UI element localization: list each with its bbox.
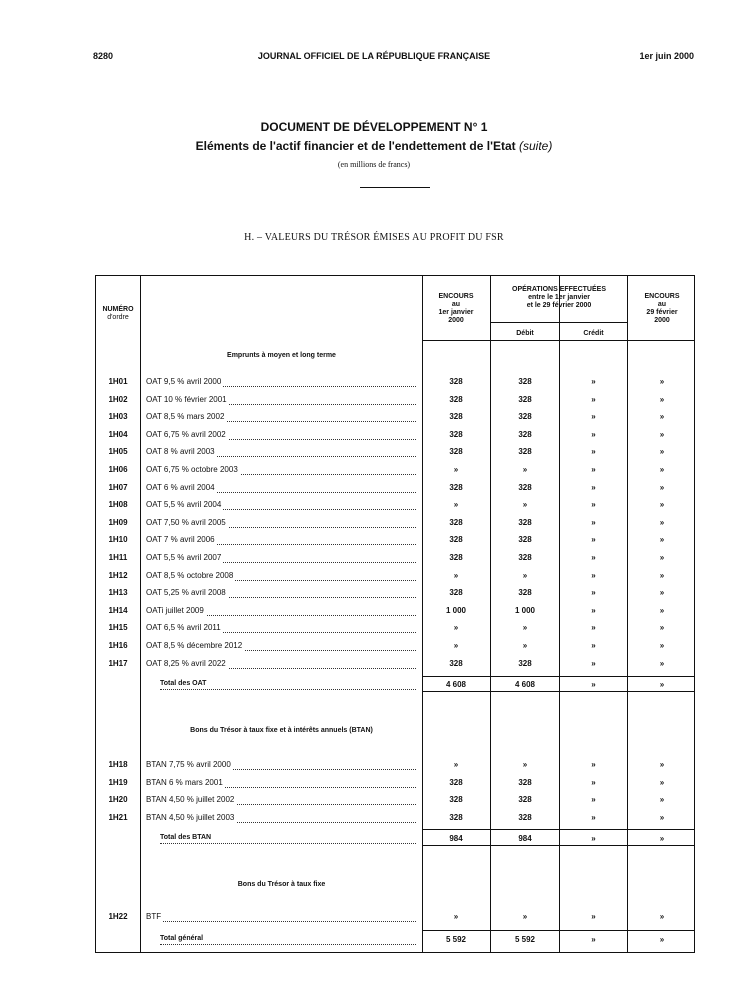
dot-leader (146, 518, 416, 528)
dot-leader (146, 641, 416, 651)
row-label (146, 430, 416, 440)
dot-leader (146, 571, 416, 581)
row-credit: » (591, 535, 596, 544)
row-encours-end: » (659, 588, 665, 597)
row-encours-start: 328 (449, 483, 463, 492)
row-debit: 328 (518, 659, 532, 668)
row-debit: 328 (518, 377, 532, 386)
row-label-text: OAT 8,5 % mars 2002 (146, 412, 225, 421)
section-heading: H. – VALEURS DU TRÉSOR ÉMISES AU PROFIT DU FSR (244, 232, 504, 243)
row-encours-end: » (659, 430, 665, 439)
row-debit: » (522, 912, 528, 921)
row-code: 1H15 (108, 623, 128, 632)
total-encours-start: 4 608 (445, 680, 467, 689)
row-encours-start: 1 000 (445, 606, 467, 615)
dot-leader (146, 377, 416, 387)
row-encours-end: » (659, 447, 665, 456)
dot-leader (146, 795, 416, 805)
row-credit: » (591, 795, 596, 804)
row-debit: 328 (518, 813, 532, 822)
dot-leader (146, 760, 416, 770)
header-line: 2000 (448, 317, 464, 324)
total-rule (422, 829, 695, 830)
row-label-text: BTAN 6 % mars 2001 (146, 778, 223, 787)
row-encours-end: » (659, 395, 665, 404)
header-credit: Crédit (583, 330, 604, 337)
total-debit: 984 (518, 834, 532, 843)
row-encours-end: » (659, 606, 665, 615)
row-label (146, 500, 416, 510)
row-encours-end: » (659, 412, 665, 421)
row-code: 1H09 (108, 518, 128, 527)
row-code: 1H05 (108, 447, 128, 456)
row-label (146, 447, 416, 457)
header-line: OPÉRATIONS EFFECTUÉES (512, 286, 606, 293)
publication-date: 1er juin 2000 (639, 51, 694, 61)
header-numero-line: d'ordre (107, 314, 129, 321)
row-debit: » (522, 500, 528, 509)
row-label (146, 465, 416, 475)
row-label-text: BTF (146, 912, 162, 921)
row-code: 1H19 (108, 778, 128, 787)
row-encours-start: 328 (449, 813, 463, 822)
row-label-text: OAT 9,5 % avril 2000 (146, 377, 222, 386)
row-label-text: OAT 10 % février 2001 (146, 395, 227, 404)
row-label-text: OAT 7 % avril 2006 (146, 535, 215, 544)
row-label-text: BTAN 7,75 % avril 2000 (146, 760, 231, 769)
row-debit: 328 (518, 588, 532, 597)
section-title: Bons du Trésor à taux fixe (237, 881, 326, 888)
row-label-text: OAT 6 % avril 2004 (146, 483, 215, 492)
row-debit: 328 (518, 795, 532, 804)
row-encours-start: 328 (449, 412, 463, 421)
total-label (160, 935, 416, 945)
row-encours-end: » (659, 813, 665, 822)
row-credit: » (591, 641, 596, 650)
row-code: 1H13 (108, 588, 128, 597)
subtitle-suffix: (suite) (518, 139, 553, 153)
row-encours-end: » (659, 659, 665, 668)
row-label (146, 778, 416, 788)
header-encours-end (629, 293, 695, 325)
row-label (146, 518, 416, 528)
row-encours-end: » (659, 377, 665, 386)
row-encours-end: » (659, 535, 665, 544)
row-encours-start: 328 (449, 430, 463, 439)
total-encours-end: » (659, 680, 665, 689)
total-credit: » (591, 834, 596, 843)
dot-leader (146, 588, 416, 598)
row-label (146, 412, 416, 422)
row-label (146, 395, 416, 405)
dot-leader (160, 834, 416, 844)
dot-leader (146, 483, 416, 493)
total-debit: 5 592 (514, 935, 536, 944)
total-rule (422, 845, 695, 846)
total-label (160, 680, 416, 690)
dot-leader (146, 395, 416, 405)
row-label-text: Total général (160, 935, 204, 942)
row-label-text: BTAN 4,50 % juillet 2003 (146, 813, 235, 822)
row-code: 1H07 (108, 483, 128, 492)
row-encours-start: 328 (449, 395, 463, 404)
row-encours-start: 328 (449, 447, 463, 456)
col-divider (140, 275, 141, 953)
row-encours-start: » (453, 571, 459, 580)
total-debit: 4 608 (514, 680, 536, 689)
row-label (146, 641, 416, 651)
row-encours-start: 328 (449, 795, 463, 804)
row-code: 1H14 (108, 606, 128, 615)
row-encours-start: 328 (449, 535, 463, 544)
row-label-text: OAT 8,25 % avril 2022 (146, 659, 226, 668)
dot-leader (146, 412, 416, 422)
row-code: 1H21 (108, 813, 128, 822)
row-credit: » (591, 412, 596, 421)
row-label-text: OAT 8,5 % octobre 2008 (146, 571, 234, 580)
row-code: 1H08 (108, 500, 128, 509)
row-encours-start: 328 (449, 518, 463, 527)
row-code: 1H16 (108, 641, 128, 650)
row-debit: 328 (518, 483, 532, 492)
row-label (146, 571, 416, 581)
header-bottom-rule (422, 340, 695, 341)
dot-leader (146, 623, 416, 633)
header-line: et le 29 février 2000 (526, 302, 592, 309)
row-label-text: OAT 8 % avril 2003 (146, 447, 215, 456)
row-encours-end: » (659, 500, 665, 509)
row-code: 1H02 (108, 395, 128, 404)
row-encours-start: 328 (449, 377, 463, 386)
total-credit: » (591, 680, 596, 689)
row-label (146, 483, 416, 493)
header-line: au (451, 301, 461, 308)
dot-leader (160, 935, 416, 945)
total-label (160, 834, 416, 844)
unit-note: (en millions de francs) (337, 160, 411, 169)
row-code: 1H01 (108, 377, 128, 386)
total-encours-end: » (659, 834, 665, 843)
total-encours-start: 984 (449, 834, 463, 843)
section-title: Bons du Trésor à taux fixe et à intérêts annuels (BTAN) (190, 727, 373, 734)
dot-leader (146, 465, 416, 475)
row-debit: 328 (518, 412, 532, 421)
row-debit: » (522, 571, 528, 580)
header-line: au (657, 301, 667, 308)
row-encours-end: » (659, 912, 665, 921)
row-label-text: OAT 7,50 % avril 2005 (146, 518, 226, 527)
col-divider (627, 275, 628, 953)
row-label-text: OATi juillet 2009 (146, 606, 204, 615)
row-label-text: Total des OAT (160, 680, 207, 687)
row-credit: » (591, 760, 596, 769)
header-numero-line: NUMÉRO (102, 306, 134, 313)
row-debit: » (522, 760, 528, 769)
subtitle-main: Eléments de l'actif financier et de l'endettement de l'Etat (195, 139, 516, 153)
row-encours-end: » (659, 465, 665, 474)
row-credit: » (591, 606, 596, 615)
row-label (146, 623, 416, 633)
row-debit: 328 (518, 395, 532, 404)
row-label-text: OAT 6,5 % avril 2011 (146, 623, 221, 632)
row-code: 1H12 (108, 571, 128, 580)
row-label-text: OAT 6,75 % octobre 2003 (146, 465, 238, 474)
row-debit: » (522, 641, 528, 650)
total-encours-end: » (659, 935, 665, 944)
dot-leader (146, 606, 416, 616)
row-label (146, 553, 416, 563)
row-debit: » (522, 623, 528, 632)
row-debit: 328 (518, 778, 532, 787)
row-debit: 328 (518, 447, 532, 456)
row-code: 1H06 (108, 465, 128, 474)
row-label (146, 659, 416, 669)
row-label (146, 760, 416, 770)
dot-leader (160, 680, 416, 690)
row-encours-end: » (659, 795, 665, 804)
row-encours-end: » (659, 623, 665, 632)
row-code: 1H11 (108, 553, 128, 562)
row-credit: » (591, 395, 596, 404)
row-encours-end: » (659, 778, 665, 787)
row-label (146, 795, 416, 805)
row-debit: » (522, 465, 528, 474)
header-encours-start (423, 293, 489, 325)
dot-leader (146, 813, 416, 823)
header-line: ENCOURS (644, 293, 680, 300)
row-label (146, 377, 416, 387)
header-numero (96, 306, 140, 322)
row-credit: » (591, 377, 596, 386)
dot-leader (146, 447, 416, 457)
row-debit: 1 000 (514, 606, 536, 615)
row-label (146, 813, 416, 823)
header-line: 2000 (654, 317, 670, 324)
header-line: 29 février (646, 309, 678, 316)
row-label-text: OAT 5,5 % avril 2007 (146, 553, 222, 562)
row-credit: » (591, 912, 596, 921)
row-label-text: OAT 5,25 % avril 2008 (146, 588, 226, 597)
row-credit: » (591, 623, 596, 632)
row-label-text: OAT 6,75 % avril 2002 (146, 430, 226, 439)
header-operations (491, 286, 627, 310)
row-code: 1H20 (108, 795, 128, 804)
row-encours-start: » (453, 641, 459, 650)
row-credit: » (591, 588, 596, 597)
row-credit: » (591, 483, 596, 492)
row-encours-start: 328 (449, 659, 463, 668)
dot-leader (146, 912, 416, 922)
dot-leader (146, 430, 416, 440)
row-code: 1H04 (108, 430, 128, 439)
row-debit: 328 (518, 553, 532, 562)
row-label-text: Total des BTAN (160, 834, 212, 841)
total-credit: » (591, 935, 596, 944)
row-code: 1H18 (108, 760, 128, 769)
row-credit: » (591, 659, 596, 668)
row-debit: 328 (518, 430, 532, 439)
row-credit: » (591, 518, 596, 527)
row-encours-start: » (453, 760, 459, 769)
row-debit: 328 (518, 518, 532, 527)
row-encours-start: » (453, 465, 459, 474)
total-rule (422, 930, 695, 931)
row-code: 1H03 (108, 412, 128, 421)
dot-leader (146, 553, 416, 563)
journal-title: JOURNAL OFFICIEL DE LA RÉPUBLIQUE FRANÇAISE (257, 51, 491, 61)
total-rule (422, 691, 695, 692)
header-line: ENCOURS (438, 293, 474, 300)
dot-leader (146, 659, 416, 669)
ops-header-divider (490, 322, 627, 323)
row-label-text: BTAN 4,50 % juillet 2002 (146, 795, 235, 804)
title-divider (360, 187, 430, 188)
row-encours-start: 328 (449, 778, 463, 787)
row-label (146, 535, 416, 545)
row-credit: » (591, 778, 596, 787)
row-encours-start: » (453, 912, 459, 921)
row-debit: 328 (518, 535, 532, 544)
row-credit: » (591, 430, 596, 439)
section-title: Emprunts à moyen et long terme (227, 352, 336, 359)
row-credit: » (591, 465, 596, 474)
document-subtitle (0, 139, 748, 153)
row-code: 1H10 (108, 535, 128, 544)
row-encours-end: » (659, 553, 665, 562)
document-title: DOCUMENT DE DÉVELOPPEMENT N° 1 (260, 120, 488, 134)
row-code: 1H22 (108, 912, 128, 921)
row-encours-start: » (453, 623, 459, 632)
row-credit: » (591, 447, 596, 456)
row-credit: » (591, 813, 596, 822)
header-line: 1er janvier (438, 309, 474, 316)
page-number: 8280 (93, 51, 114, 61)
row-encours-end: » (659, 760, 665, 769)
row-encours-start: » (453, 500, 459, 509)
header-debit: Débit (516, 330, 534, 337)
row-encours-end: » (659, 641, 665, 650)
row-label-text: OAT 8,5 % décembre 2012 (146, 641, 243, 650)
row-encours-start: 328 (449, 588, 463, 597)
dot-leader (146, 778, 416, 788)
row-label-text: OAT 5,5 % avril 2004 (146, 500, 222, 509)
row-credit: » (591, 571, 596, 580)
row-encours-end: » (659, 518, 665, 527)
dot-leader (146, 500, 416, 510)
header-line: entre le 1er janvier (528, 294, 590, 301)
row-label (146, 912, 416, 922)
row-credit: » (591, 500, 596, 509)
row-credit: » (591, 553, 596, 562)
dot-leader (146, 535, 416, 545)
total-rule (422, 676, 695, 677)
row-encours-start: 328 (449, 553, 463, 562)
row-encours-end: » (659, 483, 665, 492)
row-label (146, 606, 416, 616)
row-label (146, 588, 416, 598)
total-encours-start: 5 592 (445, 935, 467, 944)
row-encours-end: » (659, 571, 665, 580)
row-code: 1H17 (108, 659, 128, 668)
